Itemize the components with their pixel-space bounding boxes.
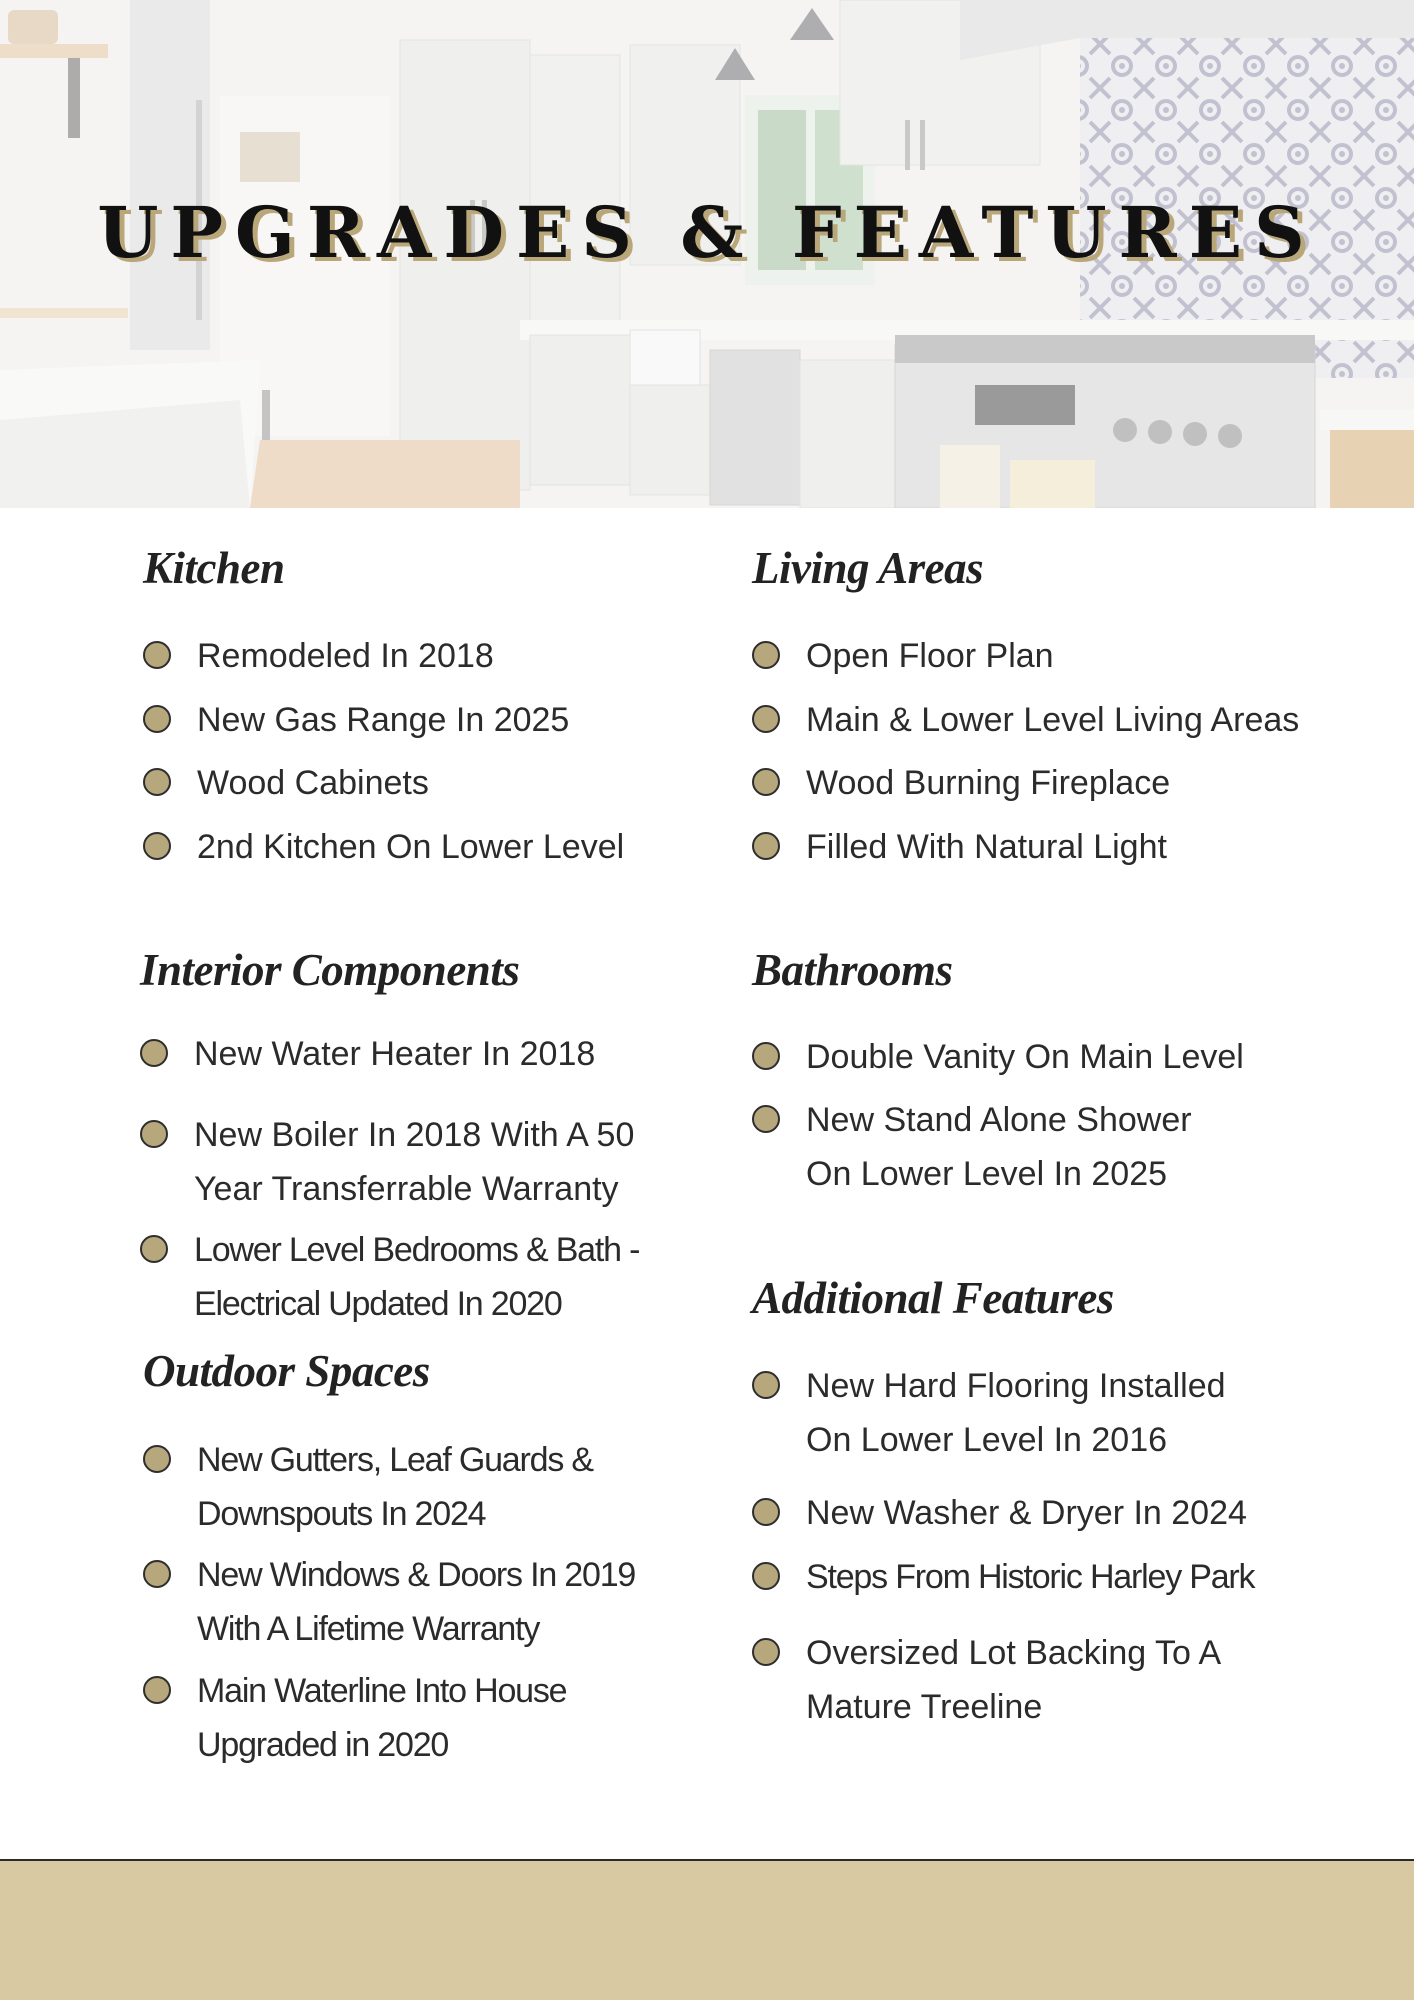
list-item: [752, 820, 1167, 874]
list-item: [140, 1223, 639, 1331]
bullet-dot: [143, 1445, 171, 1473]
list-item-text: [806, 1093, 1192, 1201]
hero-banner: [0, 0, 1414, 508]
section-additional-features: [752, 1270, 1372, 1740]
section-bathrooms: [752, 942, 1372, 1212]
list-item-text: Wood Burning Fireplace: [806, 764, 1171, 802]
section-heading: Living Areas: [752, 543, 984, 593]
list-item-text: New Gas Range In 2025: [197, 701, 570, 739]
list-item-line: With A Lifetime Warranty: [197, 1610, 540, 1648]
bullet-dot: [752, 1371, 780, 1399]
bullet-dot: [140, 1120, 168, 1148]
section-heading: Additional Features: [752, 1273, 1114, 1323]
bullet-dot: [752, 768, 780, 796]
bullet-dot: [143, 705, 171, 733]
list-item-text: Steps From Historic Harley Park: [806, 1558, 1255, 1596]
list-item-line: On Lower Level In 2016: [806, 1421, 1168, 1459]
list-item-text: [197, 1548, 635, 1656]
list-item: [143, 820, 624, 874]
list-item-text: Remodeled In 2018: [197, 637, 494, 675]
list-item-text: [194, 1223, 639, 1331]
bullet-dot: [752, 705, 780, 733]
section-heading: Bathrooms: [752, 945, 953, 995]
list-item: [752, 1486, 1247, 1540]
list-item: [140, 1027, 595, 1081]
list-item-line: New Gutters, Leaf Guards &: [197, 1441, 593, 1479]
list-item-text: New Washer & Dryer In 2024: [806, 1494, 1247, 1532]
list-item-text: [806, 1626, 1221, 1734]
list-item-text: Open Floor Plan: [806, 637, 1054, 675]
section-heading: Interior Components: [140, 945, 520, 995]
list-item-line: New Boiler In 2018 With A 50: [194, 1116, 635, 1154]
section-heading: Outdoor Spaces: [143, 1346, 430, 1396]
list-item: [752, 1550, 1254, 1604]
page-title: UPGRADES & FEATURES: [97, 191, 1317, 274]
list-item-text: [194, 1108, 634, 1216]
list-item-line: Electrical Updated In 2020: [194, 1285, 562, 1323]
list-item-line: On Lower Level In 2025: [806, 1155, 1168, 1193]
bullet-dot: [143, 1676, 171, 1704]
list-item-line: Main Waterline Into House: [197, 1672, 567, 1710]
footer-band: [0, 1861, 1414, 2000]
list-item: [143, 756, 429, 810]
list-item: [752, 756, 1170, 810]
list-item-text: 2nd Kitchen On Lower Level: [197, 828, 625, 866]
list-item-text: [806, 1359, 1226, 1467]
bullet-dot: [752, 1562, 780, 1590]
section-interior-components: [140, 942, 700, 1332]
list-item: [143, 1664, 566, 1772]
list-item: [143, 629, 494, 683]
section-outdoor-spaces: [143, 1343, 703, 1773]
list-item-text: New Water Heater In 2018: [194, 1035, 596, 1073]
list-item-line: New Windows & Doors In 2019: [197, 1556, 636, 1594]
bullet-dot: [143, 832, 171, 860]
bullet-dot: [143, 1560, 171, 1588]
list-item-text: Main & Lower Level Living Areas: [806, 701, 1300, 739]
section-living-areas: [752, 540, 1372, 870]
list-item-line: New Hard Flooring Installed: [806, 1367, 1226, 1405]
bullet-dot: [752, 641, 780, 669]
list-item-line: Year Transferrable Warranty: [194, 1170, 619, 1208]
list-item: [143, 1548, 635, 1656]
list-item: [143, 693, 569, 747]
list-item: [752, 629, 1054, 683]
list-item-text: [197, 1433, 593, 1541]
list-item-line: Downspouts In 2024: [197, 1495, 486, 1533]
list-item-line: Oversized Lot Backing To A: [806, 1634, 1222, 1672]
list-item-text: [197, 1664, 566, 1772]
bullet-dot: [752, 832, 780, 860]
section-heading: Kitchen: [143, 543, 285, 593]
list-item: [140, 1108, 634, 1216]
list-item-text: Double Vanity On Main Level: [806, 1038, 1244, 1076]
list-item: [752, 1359, 1226, 1467]
list-item: [752, 693, 1299, 747]
list-item-line: New Stand Alone Shower: [806, 1101, 1192, 1139]
list-item-text: Wood Cabinets: [197, 764, 429, 802]
bullet-dot: [143, 641, 171, 669]
bullet-dot: [752, 1105, 780, 1133]
bullet-dot: [752, 1638, 780, 1666]
bullet-dot: [140, 1039, 168, 1067]
list-item: [143, 1433, 593, 1541]
list-item-line: Lower Level Bedrooms & Bath -: [194, 1231, 640, 1269]
section-kitchen: [143, 540, 703, 870]
bullet-dot: [752, 1498, 780, 1526]
bullet-dot: [140, 1235, 168, 1263]
bullet-dot: [143, 768, 171, 796]
bullet-dot: [752, 1042, 780, 1070]
list-item: [752, 1030, 1244, 1084]
list-item: [752, 1093, 1192, 1201]
list-item-text: Filled With Natural Light: [806, 828, 1167, 866]
list-item: [752, 1626, 1221, 1734]
list-item-line: Mature Treeline: [806, 1688, 1043, 1726]
list-item-line: Upgraded in 2020: [197, 1726, 449, 1764]
